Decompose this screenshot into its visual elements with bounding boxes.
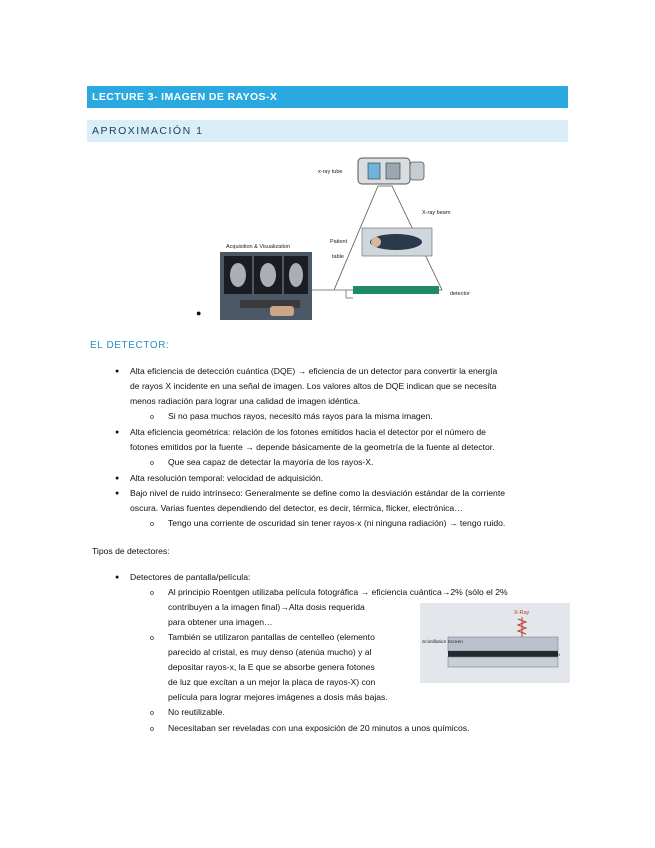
- lecture-title: LECTURE 3- IMAGEN DE RAYOS-X: [87, 86, 568, 108]
- list-item: para obtener una imagen…: [168, 617, 273, 627]
- xray-tube-graphic: [358, 158, 424, 184]
- list-item: oscura. Varias fuentes dependiendo del detector, es decir, térmica, flicker, electrónica…: [130, 503, 463, 513]
- section-title: APROXIMACIÓN 1: [87, 120, 568, 142]
- list-item: Tengo una corriente de oscuridad sin tener rayos-x (ni ninguna radiación) → tengo ruido.: [168, 518, 506, 528]
- list-item: depositar rayos-x, la E que se absorbe genera fotones: [168, 662, 375, 672]
- workstation-graphic: [220, 252, 312, 320]
- list-item: contribuyen a la imagen final)→Alta dosis requerida: [168, 602, 365, 612]
- label-table: table: [332, 254, 344, 260]
- label-scintillation-screen: Scintillation Screen: [422, 640, 463, 645]
- list-item: película para lograr mejores imágenes a dosis más bajas.: [168, 692, 388, 702]
- label-acquisition: Acquisition & Visualization: [226, 244, 291, 250]
- list-item: Alta eficiencia geométrica: relación de los fotones emitidos hacia el detector por el número de: [130, 427, 486, 437]
- list-item: También se utilizaron pantallas de centelleo (elemento: [168, 632, 375, 642]
- list-item: No reutilizable.: [168, 707, 225, 717]
- label-xray: X-Ray: [514, 610, 530, 616]
- list-item: de luz que excitan a un mejor la placa de rayos-X) con: [168, 677, 376, 687]
- list-item: fotones emitidos por la fuente → depende básicamente de la geometría de la fuente al detector.: [130, 442, 495, 452]
- list-item: Alta resolución temporal: velocidad de adquisición.: [130, 473, 323, 483]
- list-item: Al principio Roentgen utilizaba película fotográfica → eficiencia cuántica→2% (sólo el 2%: [168, 587, 508, 597]
- list-item: Necesitaban ser reveladas con una exposición de 20 minutos a unos químicos.: [168, 723, 470, 733]
- label-patient: Patient: [330, 239, 348, 245]
- types-heading: Tipos de detectores:: [92, 546, 170, 556]
- bullet: ●: [196, 308, 202, 318]
- scintillation-figure: [420, 603, 570, 683]
- detector-heading: EL DETECTOR:: [90, 340, 170, 351]
- list-item: de rayos X incidente en una señal de imagen. Los valores altos de DQE indican que se necesita: [130, 381, 497, 391]
- list-item: Detectores de pantalla/película:: [130, 572, 251, 582]
- list-item: Si no pasa muchos rayos, necesito más rayos para la misma imagen.: [168, 411, 433, 421]
- label-xray-tube: x-ray tube: [318, 169, 343, 175]
- label-xray-beam: X-ray beam: [422, 210, 451, 216]
- list-item: menos radiación para lograr una calidad de imagen idéntica.: [130, 396, 361, 406]
- list-item: Que sea capaz de detectar la mayoría de los rayos-X.: [168, 457, 374, 467]
- label-detector: detector: [450, 291, 470, 297]
- xray-system-figure: [210, 150, 490, 320]
- list-item: Alta eficiencia de detección cuántica (DQE) → eficiencia de un detector para convertir la energía: [130, 366, 498, 376]
- list-item: Bajo nivel de ruido intrínseco: Generalmente se define como la desviación estándar de la corriente: [130, 488, 505, 498]
- list-item: parecido al cristal, es muy denso (atenúa mucho) y al: [168, 647, 372, 657]
- label-film: Film: [550, 653, 560, 658]
